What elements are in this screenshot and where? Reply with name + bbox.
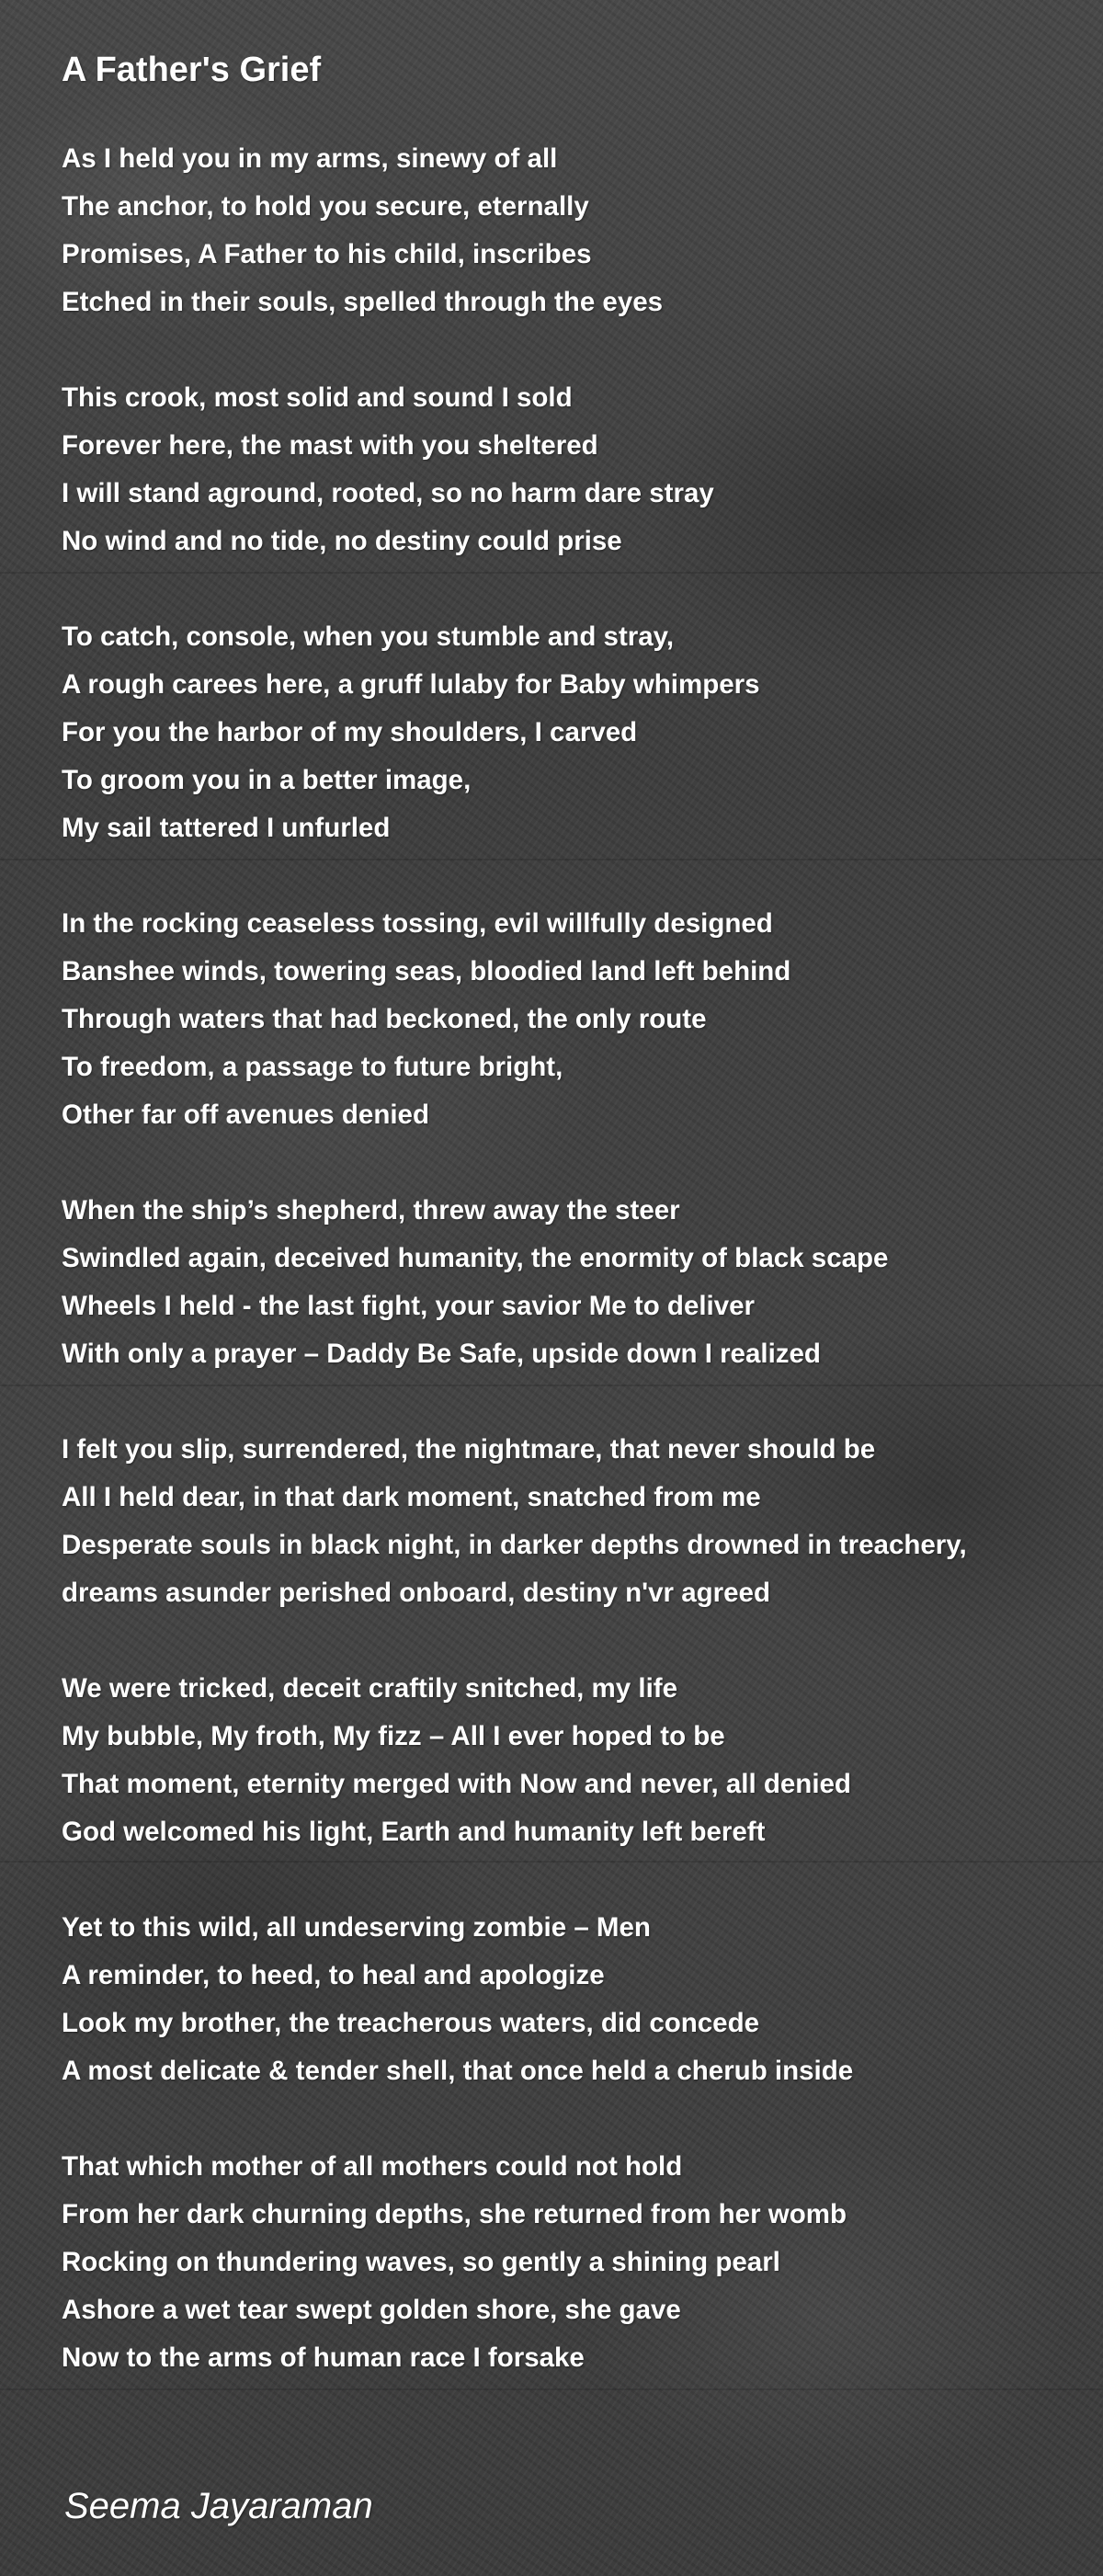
poem-line: We were tricked, deceit craftily snitched, my life — [62, 1673, 678, 1704]
poem-line: Ashore a wet tear swept golden shore, she gave — [62, 2295, 681, 2325]
poem-line: Yet to this wild, all undeserving zombie – Men — [62, 1912, 651, 1943]
poem-line: Wheels I held - the last fight, your savior Me to deliver — [62, 1291, 756, 1321]
poem-line: My bubble, My froth, My fizz – All I ever hoped to be — [62, 1721, 725, 1751]
poem-line: A reminder, to heed, to heal and apologize — [62, 1960, 605, 1990]
stanza — [62, 613, 1091, 852]
poem-line: Swindled again, deceived humanity, the enormity of black scape — [62, 1243, 889, 1273]
poem-line: That which mother of all mothers could not hold — [62, 2151, 683, 2182]
poem-line: Banshee winds, towering seas, bloodied land left behind — [62, 956, 791, 986]
poem-line: That moment, eternity merged with Now and never, all denied — [62, 1769, 851, 1799]
poem-line: The anchor, to hold you secure, eternally — [62, 191, 589, 222]
poem-line: A rough carees here, a gruff lulaby for Baby whimpers — [62, 669, 760, 700]
poem-line: Rocking on thundering waves, so gently a shining pearl — [62, 2247, 780, 2277]
author-name: Seema Jayaraman — [64, 2486, 373, 2526]
poem-body — [62, 135, 1091, 2430]
poem-line: This crook, most solid and sound I sold — [62, 382, 573, 413]
stanza — [62, 1187, 1091, 1378]
poem-line: To groom you in a better image, — [62, 765, 472, 795]
poem-line: A most delicate & tender shell, that once held a cherub inside — [62, 2056, 854, 2086]
stanza — [62, 2143, 1091, 2382]
stanza — [62, 374, 1091, 565]
poem-line: Now to the arms of human race I forsake — [62, 2342, 585, 2373]
poem-line: Etched in their souls, spelled through the eyes — [62, 287, 664, 317]
poem-line: Desperate souls in black night, in darker depths drowned in treachery, — [62, 1530, 967, 1560]
poem-line: Promises, A Father to his child, inscribes — [62, 239, 592, 269]
stanza — [62, 1904, 1091, 2095]
poem-line: With only a prayer – Daddy Be Safe, upside down I realized — [62, 1339, 821, 1369]
poem-line: To catch, console, when you stumble and stray, — [62, 621, 675, 652]
poem-title: A Father's Grief — [62, 51, 322, 89]
stanza — [62, 135, 1091, 326]
poem-line: When the ship’s shepherd, threw away the steer — [62, 1195, 680, 1225]
poem-line: Other far off avenues denied — [62, 1100, 429, 1130]
poem-line: To freedom, a passage to future bright, — [62, 1052, 563, 1082]
poem-line: My sail tattered I unfurled — [62, 813, 391, 843]
poem-line: I will stand aground, rooted, so no harm dare stray — [62, 478, 714, 508]
stanza — [62, 1665, 1091, 1856]
poem-line: Through waters that had beckoned, the only route — [62, 1004, 707, 1034]
poem-line: Look my brother, the treacherous waters, did concede — [62, 2008, 760, 2038]
stanza — [62, 1426, 1091, 1617]
poem-line: God welcomed his light, Earth and humanity left bereft — [62, 1817, 766, 1847]
poem-line: For you the harbor of my shoulders, I carved — [62, 717, 638, 747]
poem-line: Forever here, the mast with you sheltered — [62, 430, 598, 461]
poem-line: In the rocking ceaseless tossing, evil willfully designed — [62, 908, 773, 939]
stanza — [62, 900, 1091, 1139]
poem-line: From her dark churning depths, she returned from her womb — [62, 2199, 847, 2229]
poem-line: dreams asunder perished onboard, destiny n'vr agreed — [62, 1578, 770, 1608]
poem-line: No wind and no tide, no destiny could prise — [62, 526, 622, 556]
poem-line: All I held dear, in that dark moment, snatched from me — [62, 1482, 761, 1512]
poem-line: I felt you slip, surrendered, the nightmare, that never should be — [62, 1434, 876, 1465]
poem-line: As I held you in my arms, sinewy of all — [62, 143, 558, 174]
